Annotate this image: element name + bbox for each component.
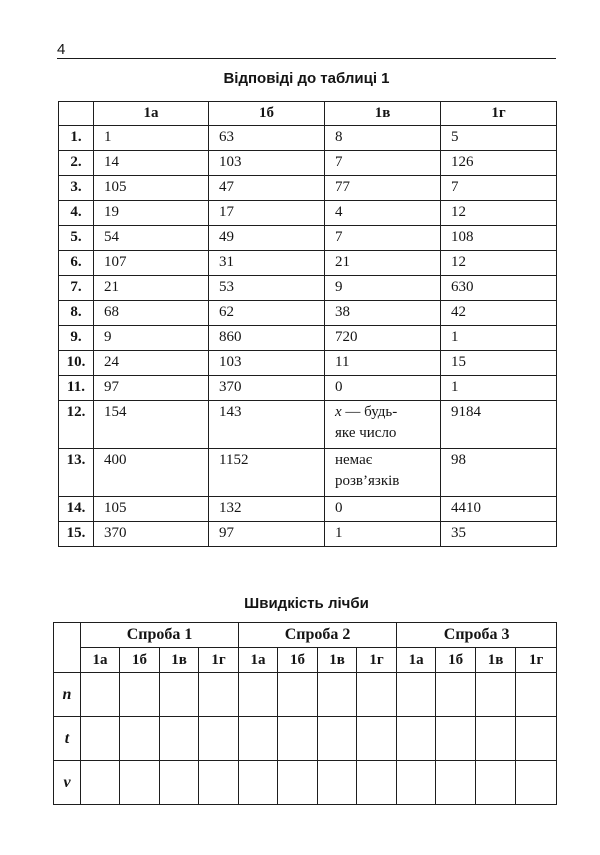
blank-cell: [120, 717, 160, 761]
blank-cell: [436, 717, 476, 761]
blank-cell: [318, 761, 357, 805]
cell-1g: 12: [441, 251, 557, 276]
speed-header-row-columns: [54, 648, 557, 673]
blank-cell: [239, 717, 278, 761]
cell-1g: 630: [441, 276, 557, 301]
blank-cell: [516, 717, 557, 761]
cell-1g: 108: [441, 226, 557, 251]
cell-1v: [325, 401, 441, 449]
blank-cell: [397, 761, 436, 805]
cell-1g: 5: [441, 126, 557, 151]
header-cell-1g: 1г: [357, 648, 397, 673]
row-number: 13.: [59, 449, 94, 497]
cell-1v: 720: [325, 326, 441, 351]
cell-1v: 1: [325, 522, 441, 547]
row-number: 11.: [59, 376, 94, 401]
header-rule: [57, 58, 556, 59]
answers-header-row: [59, 102, 557, 126]
blank-cell: [160, 761, 199, 805]
blank-cell: [81, 761, 120, 805]
cell-1a: 370: [94, 522, 209, 547]
cell-1b: 132: [209, 497, 325, 522]
row-number: 6.: [59, 251, 94, 276]
cell-1v: 21: [325, 251, 441, 276]
cell-1v: 9: [325, 276, 441, 301]
blank-cell: [516, 761, 557, 805]
cell-1g: 15: [441, 351, 557, 376]
blank-cell: [199, 673, 239, 717]
cell-1v: 38: [325, 301, 441, 326]
blank-cell: [357, 673, 397, 717]
row-number: 7.: [59, 276, 94, 301]
cell-1b: 17: [209, 201, 325, 226]
blank-cell: [476, 717, 516, 761]
header-cell-1g: 1г: [199, 648, 239, 673]
table-row: [59, 151, 557, 176]
header-cell-1b: 1б: [436, 648, 476, 673]
cell-1v: 77: [325, 176, 441, 201]
blank-cell: [278, 761, 318, 805]
blank-cell: [120, 673, 160, 717]
header-cell-1v: 1в: [318, 648, 357, 673]
cell-1b: 103: [209, 151, 325, 176]
row-number: 8.: [59, 301, 94, 326]
blank-cell: [357, 761, 397, 805]
cell-1v: 7: [325, 151, 441, 176]
header-cell-1a: 1а: [397, 648, 436, 673]
table-row: [59, 326, 557, 351]
row-number: 1.: [59, 126, 94, 151]
speed-row-n: [54, 673, 557, 717]
blank-cell: [81, 717, 120, 761]
variable-x: x: [335, 404, 342, 420]
cell-1a: 105: [94, 176, 209, 201]
blank-cell: [318, 673, 357, 717]
header-cell-1b: 1б: [278, 648, 318, 673]
blank-cell: [476, 673, 516, 717]
row-number: 15.: [59, 522, 94, 547]
cell-1a: 107: [94, 251, 209, 276]
cell-1a: 154: [94, 401, 209, 449]
cell-1a: 68: [94, 301, 209, 326]
cell-1b: 143: [209, 401, 325, 449]
row-number: 14.: [59, 497, 94, 522]
header-cell-1b: 1б: [209, 102, 325, 126]
blank-cell: [239, 673, 278, 717]
cell-1a: 54: [94, 226, 209, 251]
blank-cell: [436, 673, 476, 717]
cell-1v-line2: яке число: [335, 425, 397, 441]
cell-1v: 8: [325, 126, 441, 151]
table-row: [59, 226, 557, 251]
table-row: [59, 251, 557, 276]
blank-cell: [199, 717, 239, 761]
speed-table-title: Швидкість лічби: [244, 595, 369, 612]
blank-cell: [397, 717, 436, 761]
blank-cell: [516, 673, 557, 717]
cell-1v-line2: розв’язків: [335, 473, 400, 489]
blank-cell: [81, 673, 120, 717]
cell-1g: 35: [441, 522, 557, 547]
header-cell-1a: 1а: [81, 648, 120, 673]
blank-cell: [318, 717, 357, 761]
cell-1v-line1: немає: [335, 452, 373, 468]
cell-1b: 63: [209, 126, 325, 151]
table-row: [59, 376, 557, 401]
table-row: [59, 301, 557, 326]
row-number: 2.: [59, 151, 94, 176]
cell-1g: 1: [441, 326, 557, 351]
cell-1b: 49: [209, 226, 325, 251]
row-number: 12.: [59, 401, 94, 449]
table-row: [59, 351, 557, 376]
cell-1v: 11: [325, 351, 441, 376]
speed-row-v: [54, 761, 557, 805]
header-attempt-1: Спроба 1: [81, 623, 239, 648]
page-number: 4: [57, 41, 66, 58]
cell-1b: 97: [209, 522, 325, 547]
table-row: [59, 522, 557, 547]
cell-1v: 0: [325, 376, 441, 401]
cell-1a: 21: [94, 276, 209, 301]
cell-1v-line1-rest: — будь-: [341, 404, 398, 420]
row-number: 10.: [59, 351, 94, 376]
cell-1b: 47: [209, 176, 325, 201]
blank-cell: [476, 761, 516, 805]
cell-1v: 0: [325, 497, 441, 522]
table-row: [59, 176, 557, 201]
cell-1a: 19: [94, 201, 209, 226]
answers-table: [58, 101, 557, 547]
table-row: [59, 201, 557, 226]
cell-1b: 860: [209, 326, 325, 351]
cell-1g: 98: [441, 449, 557, 497]
header-cell-1g: 1г: [516, 648, 557, 673]
table-row: [59, 276, 557, 301]
header-attempt-3: Спроба 3: [397, 623, 557, 648]
cell-1b: 103: [209, 351, 325, 376]
cell-1g: 1: [441, 376, 557, 401]
blank-cell: [239, 761, 278, 805]
header-cell-1v: 1в: [325, 102, 441, 126]
cell-1v: [325, 449, 441, 497]
header-cell-1a: 1а: [94, 102, 209, 126]
table-row: [59, 449, 557, 497]
cell-1b: 53: [209, 276, 325, 301]
blank-cell: [397, 673, 436, 717]
cell-1a: 24: [94, 351, 209, 376]
blank-cell: [160, 717, 199, 761]
cell-1a: 1: [94, 126, 209, 151]
blank-cell: [199, 761, 239, 805]
blank-cell: [278, 717, 318, 761]
cell-1a: 105: [94, 497, 209, 522]
row-number: 4.: [59, 201, 94, 226]
cell-1a: 400: [94, 449, 209, 497]
blank-cell: [357, 717, 397, 761]
speed-header-row-attempts: [54, 623, 557, 648]
row-number: 9.: [59, 326, 94, 351]
row-label-t: t: [54, 717, 81, 761]
cell-1a: 9: [94, 326, 209, 351]
header-cell-empty: [59, 102, 94, 126]
header-cell-1v: 1в: [476, 648, 516, 673]
header-cell-1v: 1в: [160, 648, 199, 673]
header-cell-1g: 1г: [441, 102, 557, 126]
cell-1g: 4410: [441, 497, 557, 522]
answers-table-title: Відповіді до таблиці 1: [223, 70, 390, 87]
header-attempt-2: Спроба 2: [239, 623, 397, 648]
cell-1b: 31: [209, 251, 325, 276]
cell-1b: 370: [209, 376, 325, 401]
row-label-v: v: [54, 761, 81, 805]
cell-1v: 7: [325, 226, 441, 251]
blank-cell: [120, 761, 160, 805]
cell-1g: 126: [441, 151, 557, 176]
blank-cell: [436, 761, 476, 805]
blank-cell: [160, 673, 199, 717]
cell-1a: 14: [94, 151, 209, 176]
header-cell-empty: [54, 623, 81, 673]
row-number: 3.: [59, 176, 94, 201]
cell-1g: 42: [441, 301, 557, 326]
row-number: 5.: [59, 226, 94, 251]
cell-1b: 1152: [209, 449, 325, 497]
speed-table: [53, 622, 557, 805]
header-cell-1a: 1а: [239, 648, 278, 673]
table-row: [59, 497, 557, 522]
speed-row-t: [54, 717, 557, 761]
cell-1v: 4: [325, 201, 441, 226]
table-row: [59, 126, 557, 151]
cell-1b: 62: [209, 301, 325, 326]
row-label-n: n: [54, 673, 81, 717]
cell-1g: 7: [441, 176, 557, 201]
header-cell-1b: 1б: [120, 648, 160, 673]
blank-cell: [278, 673, 318, 717]
cell-1a: 97: [94, 376, 209, 401]
cell-1g: 12: [441, 201, 557, 226]
cell-1g: 9184: [441, 401, 557, 449]
table-row: [59, 401, 557, 449]
